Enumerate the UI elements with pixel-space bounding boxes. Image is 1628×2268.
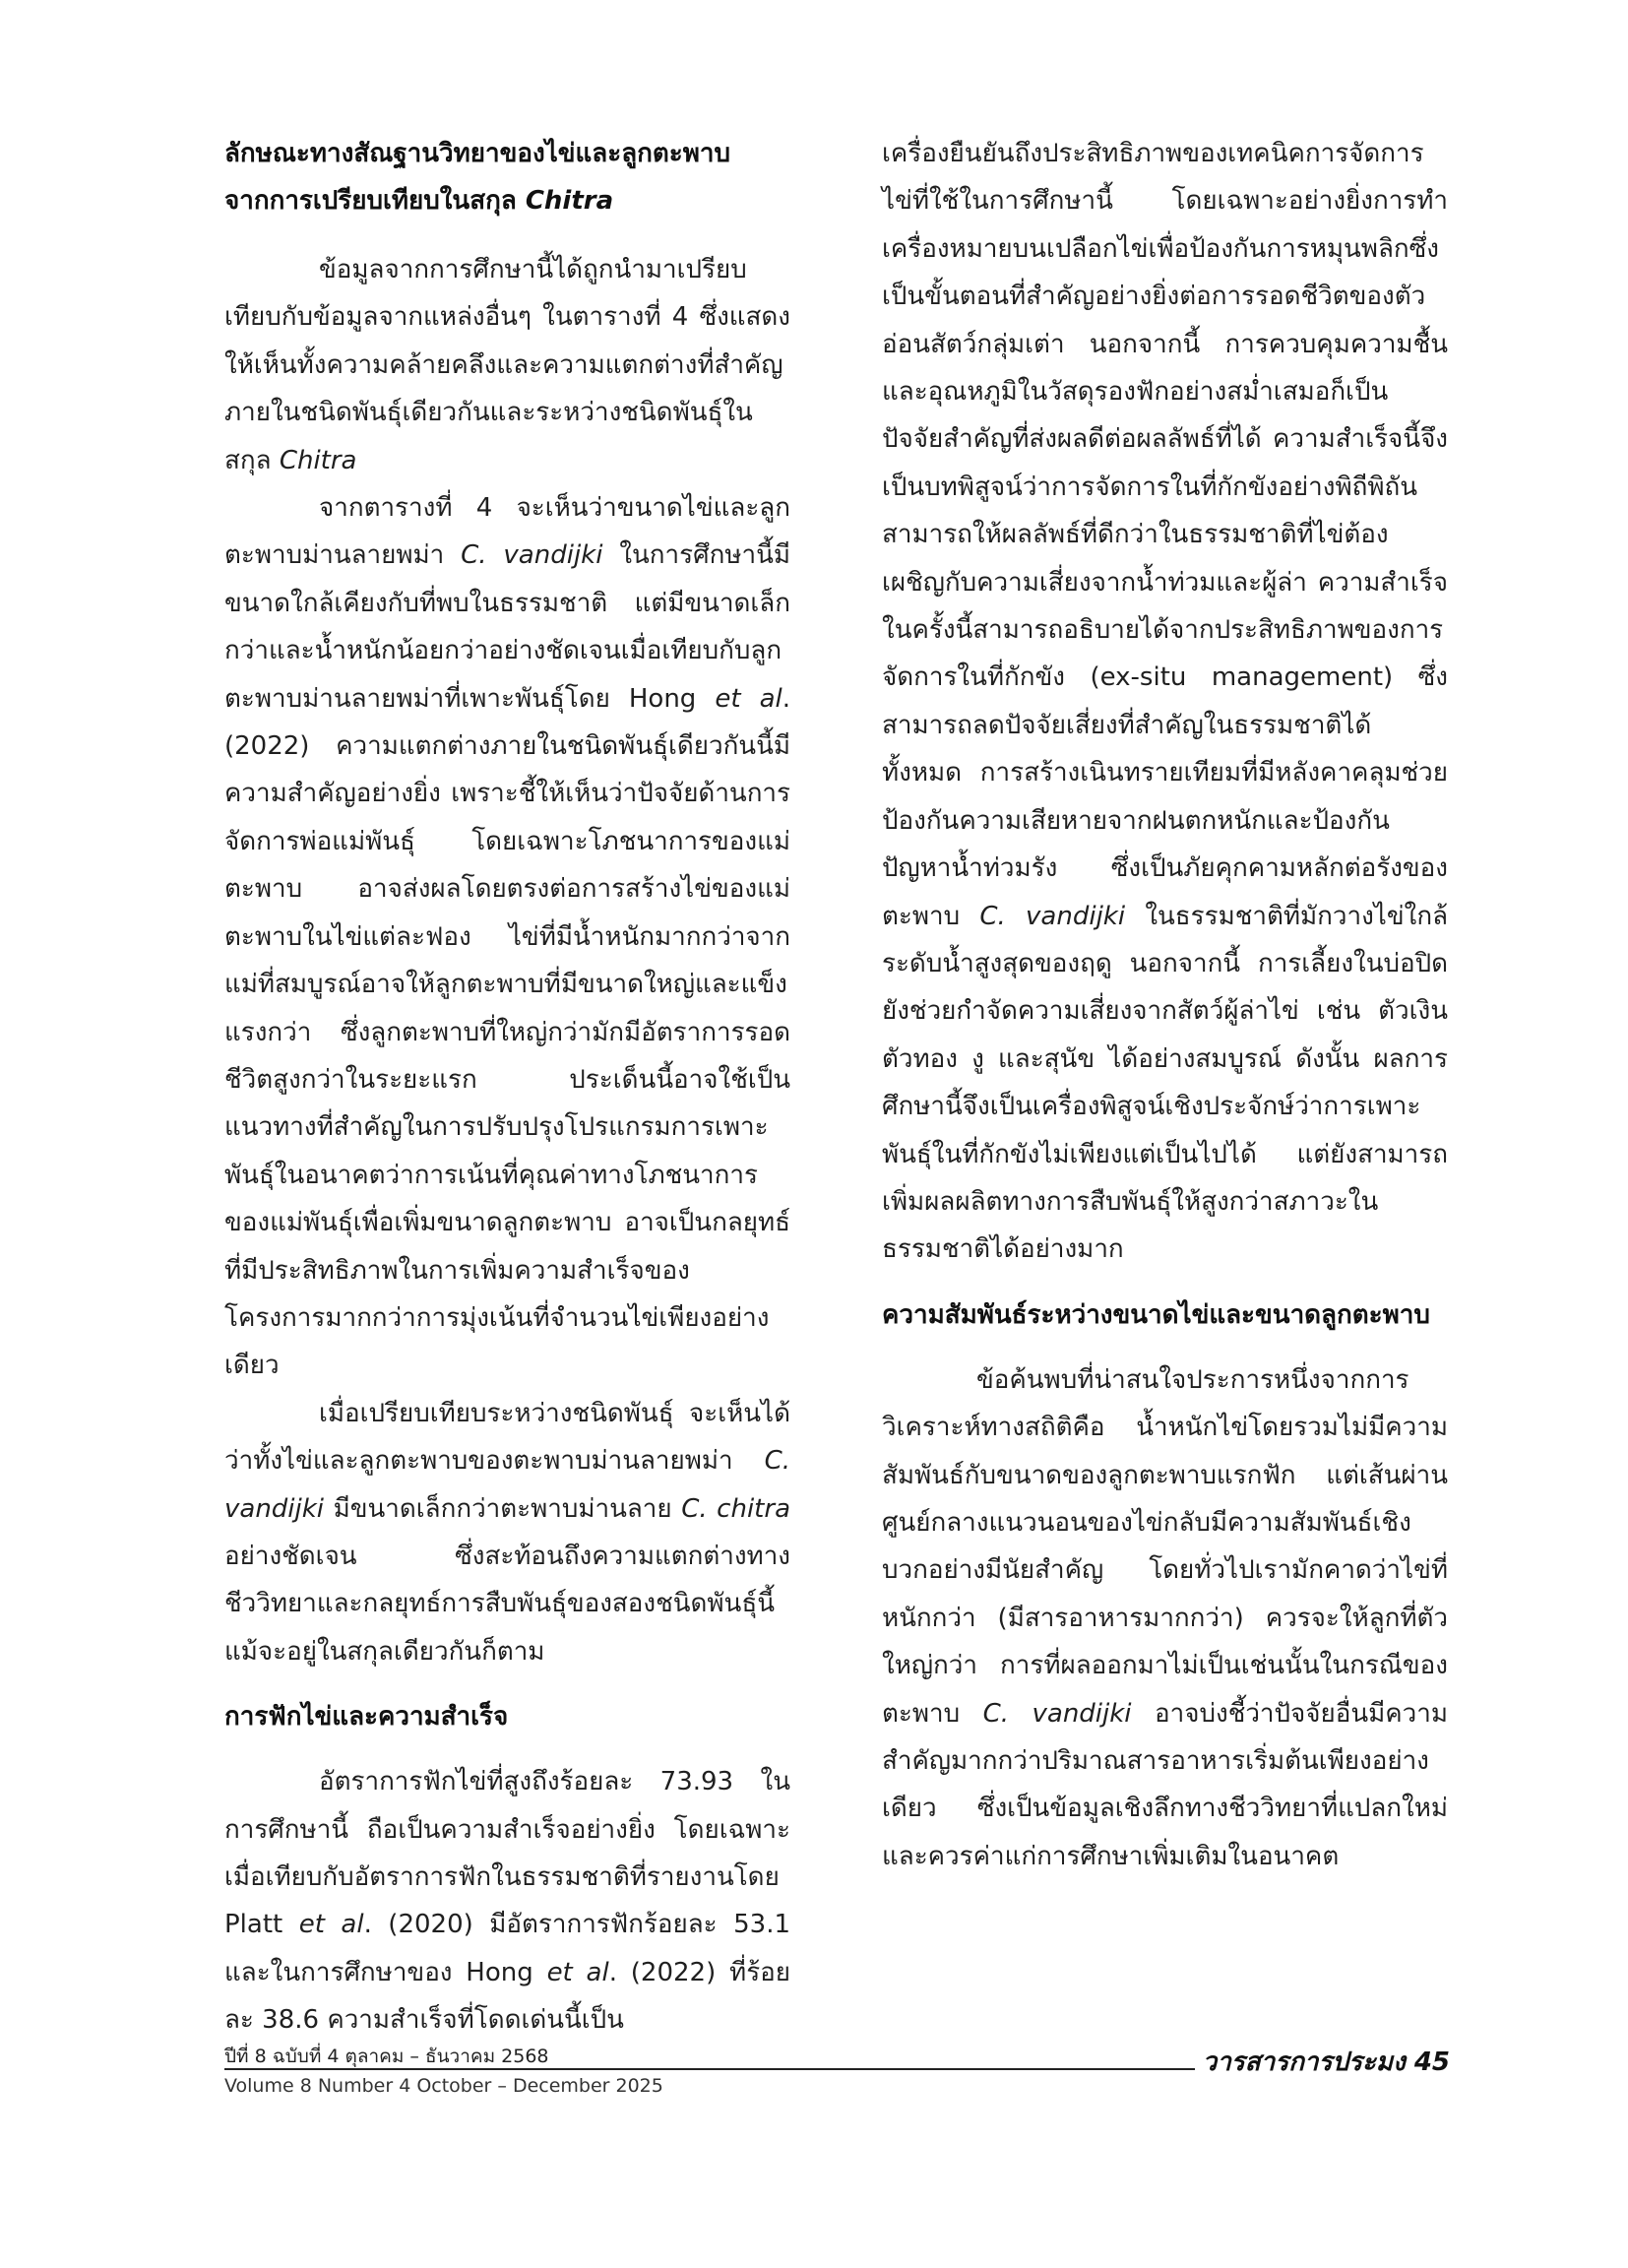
paragraph-text: เครื่องยืนยันถึงประสิทธิภาพของเทคนิคการจัดการไข่ที่ใช้ในการศึกษานี้ โดยเฉพาะอย่างยิ่งการทำเครื่องหมายบนเปลือกไข่เพื่อป้องกันการหมุนพลิกซึ่งเป็นขั้นตอนที่สำคัญอย่างยิ่งต่อการรอดชีวิตของตัวอ่อนสัตว์กลุ่มเต่า นอกจากนี้ การควบคุมความชื้นและอุณหภูมิในวัสดุรองฟักอย่างสม่ำเสมอก็เป็นปัจจัยสำคัญที่ส่งผลดีต่อผลลัพธ์ที่ได้ ความสำเร็จนี้จึงเป็นบทพิสูจน์ว่าการจัดการในที่กักขังอย่างพิถีพิถันสามารถให้ผลลัพธ์ที่ดีกว่าในธรรมชาติที่ไข่ต้องเผชิญกับความเสี่ยงจากน้ำท่วมและผู้ล่า ความสำเร็จในครั้งนี้สามารถอธิบายได้จากประสิทธิภาพของการจัดการในที่กักขัง (ex-situ management) ซึ่งสามารถลดปัจจัยเสี่ยงที่สำคัญในธรรมชาติได้ทั้งหมด การสร้างเนินทรายเทียมที่มีหลังคาคลุมช่วยป้องกันความเสียหายจากฝนตกหนักและป้องกันปัญหาน้ำท่วมรัง ซึ่งเป็นภัยคุกคามหลักต่อรังของตะพาบ: [882, 139, 1448, 931]
paragraph-text: . (2020) มีอัตราการฟักร้อยละ 53.1 และในการศึกษาของ Hong: [224, 1910, 790, 1987]
paragraph-text: อาจบ่งชี้ว่าปัจจัยอื่นมีความสำคัญมากกว่าปริมาณสารอาหารเริ่มต้นเพียงอย่างเดียว ซึ่งเป็นข้อมูลเชิงลึกทางชีววิทยาที่แปลกใหม่และควรค่าแก่การศึกษาเพิ่มเติมในอนาคต: [882, 1698, 1448, 1871]
species-name: C. vandijki: [979, 901, 1126, 931]
paragraph: [224, 1758, 790, 2044]
paragraph-text: . (2022) ความแตกต่างภายในชนิดพันธุ์เดียวกันนี้มีความสำคัญอย่างยิ่ง เพราะชี้ให้เห็นว่าปัจจัยด้านการจัดการพ่อแม่พันธุ์ โดยเฉพาะโภชนาการของแม่ตะพาบ อาจส่งผลโดยตรงต่อการสร้างไข่ของแม่ตะพาบในไข่แต่ละฟอง ไข่ที่มีน้ำหนักมากกว่าจากแม่ที่สมบูรณ์อาจให้ลูกตะพาบที่มีขนาดใหญ่และแข็งแรงกว่า ซึ่งลูกตะพาบที่ใหญ่กว่ามักมีอัตราการรอดชีวิตสูงกว่าในระยะแรก ประเด็นนี้อาจใช้เป็นแนวทางที่สำคัญในการปรับปรุงโปรแกรมการเพาะพันธุ์ในอนาคตว่าการเน้นที่คุณค่าทางโภชนาการของแม่พันธุ์เพื่อเพิ่มขนาดลูกตะพาบ อาจเป็นกลยุทธ์ที่มีประสิทธิภาพในการเพิ่มความสำเร็จของโครงการมากกว่าการมุ่งเน้นที่จำนวนไข่เพียงอย่างเดียว: [224, 683, 790, 1381]
footer-issue-thai: ปีที่ 8 ฉบับที่ 4 ตุลาคม – ธันวาคม 2568: [224, 2046, 555, 2067]
heading-line: จากการเปรียบเทียบในสกุล: [224, 186, 526, 216]
paragraph-text: เมื่อเปรียบเทียบระหว่างชนิดพันธุ์ จะเห็นได้ว่าทั้งไข่และลูกตะพาบของตะพาบม่านลายพม่า: [224, 1398, 790, 1477]
et-al: et al: [298, 1910, 364, 1940]
heading-line: ลักษณะทางสัณฐานวิทยาของไข่และลูกตะพาบ: [224, 139, 730, 168]
species-name: C. vandijki: [224, 1446, 790, 1524]
paragraph-text: ข้อมูลจากการศึกษานี้ได้ถูกนำมาเปรียบเทียบกับข้อมูลจากแหล่งอื่นๆ ในตารางที่ 4 ซึ่งแสดงให้เห็นทั้งความคล้ายคลึงและความแตกต่างที่สำคัญภายในชนิดพันธุ์เดียวกันและระหว่างชนิดพันธุ์ในสกุล: [224, 255, 790, 475]
paragraph-text: ในการศึกษานี้มีขนาดใกล้เคียงกับที่พบในธรรมชาติ แต่มีขนาดเล็กกว่าและน้ำหนักน้อยกว่าอย่างชัดเจนเมื่อเทียบกับลูกตะพาบม่านลายพม่าที่เพาะพันธุ์โดย Hong: [224, 540, 790, 714]
section-heading-hatching: การฟักไข่และความสำเร็จ: [224, 1702, 509, 1732]
species-name: C. vandijki: [982, 1698, 1132, 1729]
section-heading-size-relationship: ความสัมพันธ์ระหว่างขนาดไข่และขนาดลูกตะพาบ: [882, 1299, 1430, 1330]
footer-issue-english: Volume 8 Number 4 October – December 2025: [224, 2075, 663, 2097]
paragraph: [224, 1390, 790, 1675]
et-al: et al: [715, 683, 783, 714]
paragraph: [882, 1356, 1448, 1880]
footer-rule: [224, 2068, 1199, 2070]
left-column: [224, 130, 790, 2045]
paragraph-text: . (2022) ที่ร้อยละ 38.6 ความสำเร็จที่โดดเด่นนี้เป็น: [224, 1957, 791, 2036]
paragraph: [224, 246, 790, 484]
paragraph-text: ในธรรมชาติที่มักวางไข่ใกล้ระดับน้ำสูงสุดของฤดู นอกจากนี้ การเลี้ยงในบ่อปิดยังช่วยกำจัดความเสี่ยงจากสัตว์ผู้ล่าไข่ เช่น ตัวเงินตัวทอง งู และสุนัข ได้อย่างสมบูรณ์ ดังนั้น ผลการศึกษานี้จึงเป็นเครื่องพิสูจน์เชิงประจักษ์ว่าการเพาะพันธุ์ในที่กักขังไม่เพียงแต่เป็นไปได้ แต่ยังสามารถเพิ่มผลผลิตทางการสืบพันธุ์ให้สูงกว่าสภาวะในธรรมชาติได้อย่างมาก: [882, 901, 1449, 1265]
paragraph-text: อัตราการฟักไข่ที่สูงถึงร้อยละ 73.93 ในการศึกษานี้ ถือเป็นความสำเร็จอย่างยิ่ง โดยเฉพาะเมื่อเทียบกับอัตราการฟักในธรรมชาติที่รายงานโดย Platt: [224, 1767, 790, 1940]
section-heading-morphology: [224, 130, 790, 224]
et-al: et al: [546, 1957, 609, 1987]
paragraph-text: จากตารางที่ 4 จะเห็นว่าขนาดไข่และลูกตะพาบม่านลายพม่า: [224, 493, 790, 571]
right-column: [882, 130, 1448, 1880]
species-name: C. chitra: [681, 1493, 790, 1524]
page-footer: [224, 2046, 1450, 2105]
species-name: C. vandijki: [461, 540, 603, 571]
paragraph-text: มีขนาดเล็กกว่าตะพาบม่านลาย: [324, 1493, 682, 1524]
paragraph: [224, 484, 790, 1390]
paragraph: [882, 130, 1448, 1274]
genus-name: Chitra: [525, 186, 614, 216]
footer-journal-page: วารสารการประมง 45: [1195, 2048, 1450, 2077]
genus-name: Chitra: [279, 445, 357, 475]
paragraph-text: ข้อค้นพบที่น่าสนใจประการหนึ่งจากการวิเคราะห์ทางสถิติคือ น้ำหนักไข่โดยรวมไม่มีความสัมพันธ์กับขนาดของลูกตะพาบแรกฟัก แต่เส้นผ่านศูนย์กลางแนวนอนของไข่กลับมีความสัมพันธ์เชิงบวกอย่างมีนัยสำคัญ โดยทั่วไปเรามักคาดว่าไข่ที่หนักกว่า (มีสารอาหารมากกว่า) ควรจะให้ลูกที่ตัวใหญ่กว่า การที่ผลออกมาไม่เป็นเช่นนั้นในกรณีของตะพาบ: [882, 1364, 1448, 1729]
paragraph-text: อย่างชัดเจน ซึ่งสะท้อนถึงความแตกต่างทางชีววิทยาและกลยุทธ์การสืบพันธุ์ของสองชนิดพันธุ์นี้ แม้จะอยู่ในสกุลเดียวกันก็ตาม: [224, 1541, 790, 1667]
